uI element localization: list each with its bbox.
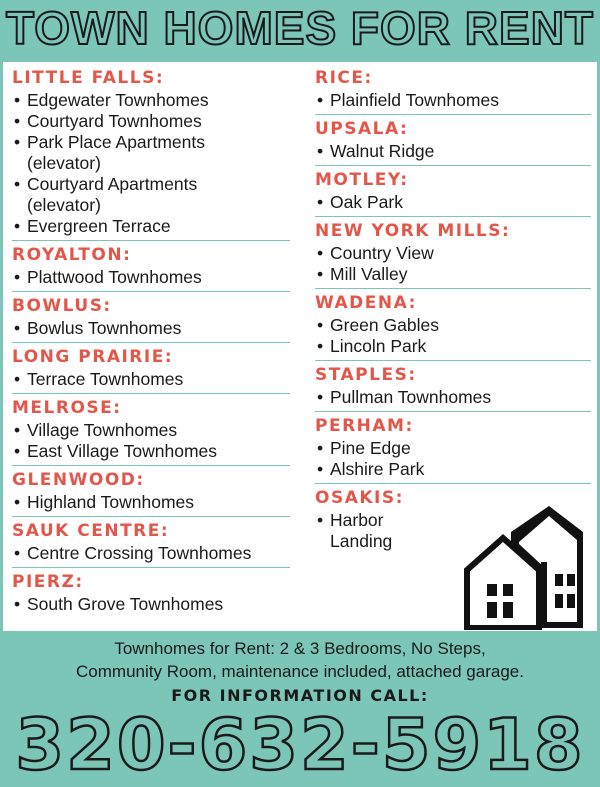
divider: [315, 165, 591, 166]
town-block: [315, 293, 591, 361]
listing-item: [315, 315, 591, 336]
town-block: [315, 170, 591, 217]
house-icon: [463, 502, 587, 630]
listing-item: [315, 264, 591, 285]
listing-panel: [3, 62, 597, 631]
town-name: MELROSE:: [12, 398, 122, 418]
listing-item-label: Terrace Townhomes: [27, 369, 184, 389]
listing-item-label: Mill Valley: [330, 264, 408, 284]
listing-item: [315, 90, 591, 111]
divider: [315, 114, 591, 115]
left-column: [12, 68, 290, 615]
listing-item-label: Landing: [330, 531, 393, 551]
bullet-icon: •: [317, 510, 324, 530]
listing-item: [12, 420, 290, 441]
listing-item: [12, 195, 290, 216]
bullet-icon: •: [317, 192, 324, 212]
bullet-icon: •: [14, 216, 21, 236]
listing-item-label: Pine Edge: [330, 438, 411, 458]
footer-line-2: Community Room, maintenance included, attached garage.: [76, 662, 524, 681]
listing-item: [315, 387, 591, 408]
town-name: NEW YORK MILLS:: [315, 221, 511, 241]
town-block: [315, 365, 591, 412]
listing-item-label: Plainfield Townhomes: [330, 90, 499, 110]
town-name: MOTLEY:: [315, 170, 409, 190]
town-name: ROYALTON:: [12, 245, 132, 265]
town-block: [12, 245, 290, 292]
listing-item-label: Walnut Ridge: [330, 141, 435, 161]
listing-item-label: Centre Crossing Townhomes: [27, 543, 252, 563]
right-column: [315, 68, 591, 552]
divider: [315, 411, 591, 412]
listing-item-label: East Village Townhomes: [27, 441, 218, 461]
bullet-icon: •: [317, 141, 324, 161]
town-name: GLENWOOD:: [12, 470, 145, 490]
town-name: LONG PRAIRIE:: [12, 347, 174, 367]
bullet-icon: •: [317, 459, 324, 479]
listing-item: [12, 318, 290, 339]
town-name: LITTLE FALLS:: [12, 68, 165, 88]
listing-item-label: South Grove Townhomes: [27, 594, 224, 614]
town-name: PERHAM:: [315, 416, 414, 436]
listing-item: [12, 90, 290, 111]
bullet-icon: •: [14, 90, 21, 110]
divider: [315, 360, 591, 361]
bullet-icon: •: [14, 420, 21, 440]
bullet-icon: •: [14, 492, 21, 512]
town-name: PIERZ:: [12, 572, 84, 592]
listing-item-label: Highland Townhomes: [27, 492, 195, 512]
bullet-icon: •: [317, 438, 324, 458]
divider: [12, 516, 290, 517]
bullet-icon: •: [14, 111, 21, 131]
page-title: TOWN HOMES FOR RENT: [5, 2, 595, 54]
listing-item-label: Evergreen Terrace: [27, 216, 171, 236]
listing-item: [12, 174, 290, 195]
listing-item: [12, 543, 290, 564]
phone-number: 320-632-5918: [15, 704, 585, 786]
listing-item: [12, 594, 290, 615]
listing-item: [12, 441, 290, 462]
town-block: [315, 221, 591, 289]
listing-item: [315, 336, 591, 357]
listing-item-label: Village Townhomes: [27, 420, 178, 440]
divider: [12, 342, 290, 343]
town-block: [315, 416, 591, 484]
divider: [315, 216, 591, 217]
listing-item-label: Plattwood Townhomes: [27, 267, 202, 287]
town-block: [12, 347, 290, 394]
divider: [315, 288, 591, 289]
divider: [12, 465, 290, 466]
listing-item-label: Lincoln Park: [330, 336, 427, 356]
divider: [12, 291, 290, 292]
divider: [12, 567, 290, 568]
listing-item: [12, 492, 290, 513]
listing-item: [315, 141, 591, 162]
town-name: UPSALA:: [315, 119, 409, 139]
listing-item: [315, 438, 591, 459]
listing-item: [12, 216, 290, 237]
listing-item-label: Bowlus Townhomes: [27, 318, 182, 338]
listing-item: [12, 153, 290, 174]
town-block: [12, 296, 290, 343]
bullet-icon: •: [14, 543, 21, 563]
divider: [315, 483, 591, 484]
listing-item: [12, 369, 290, 390]
town-block: [315, 68, 591, 115]
listing-item-label: Harbor: [330, 510, 384, 530]
bullet-icon: •: [14, 594, 21, 614]
bullet-icon: •: [317, 336, 324, 356]
bullet-icon: •: [14, 369, 21, 389]
town-block: [12, 68, 290, 241]
divider: [12, 240, 290, 241]
listing-item-label: Edgewater Townhomes: [27, 90, 209, 110]
listing-item: [12, 111, 290, 132]
listing-item: [315, 459, 591, 480]
bullet-icon: •: [14, 267, 21, 287]
listing-item-label: Courtyard Apartments: [27, 174, 198, 194]
listing-item-label: Alshire Park: [330, 459, 425, 479]
bullet-icon: •: [317, 90, 324, 110]
bullet-icon: •: [317, 243, 324, 263]
town-block: [12, 572, 290, 615]
listing-item: [315, 243, 591, 264]
town-name: STAPLES:: [315, 365, 417, 385]
listing-item: [12, 132, 290, 153]
listing-item: [12, 267, 290, 288]
listing-item-label: (elevator): [27, 195, 101, 215]
town-name: SAUK CENTRE:: [12, 521, 170, 541]
town-block: [315, 119, 591, 166]
footer-line-1: Townhomes for Rent: 2 & 3 Bedrooms, No Steps,: [114, 639, 486, 658]
listing-item-label: Country View: [330, 243, 434, 263]
listing-item-label: Park Place Apartments: [27, 132, 205, 152]
bullet-icon: •: [14, 318, 21, 338]
town-block: [12, 470, 290, 517]
listing-item: [315, 192, 591, 213]
listing-item-label: Courtyard Townhomes: [27, 111, 202, 131]
town-block: [12, 398, 290, 466]
bullet-icon: •: [317, 315, 324, 335]
info-call-label: FOR INFORMATION CALL:: [171, 686, 429, 705]
town-name: OSAKIS:: [315, 488, 404, 508]
town-name: WADENA:: [315, 293, 417, 313]
town-name: BOWLUS:: [12, 296, 112, 316]
divider: [12, 393, 290, 394]
bullet-icon: •: [14, 174, 21, 194]
town-name: RICE:: [315, 68, 373, 88]
listing-item-label: Green Gables: [330, 315, 439, 335]
listing-item-label: Oak Park: [330, 192, 403, 212]
bullet-icon: •: [317, 387, 324, 407]
bullet-icon: •: [14, 441, 21, 461]
listing-item-label: Pullman Townhomes: [330, 387, 492, 407]
town-block: [12, 521, 290, 568]
listing-item-label: (elevator): [27, 153, 101, 173]
bullet-icon: •: [14, 132, 21, 152]
bullet-icon: •: [317, 264, 324, 284]
